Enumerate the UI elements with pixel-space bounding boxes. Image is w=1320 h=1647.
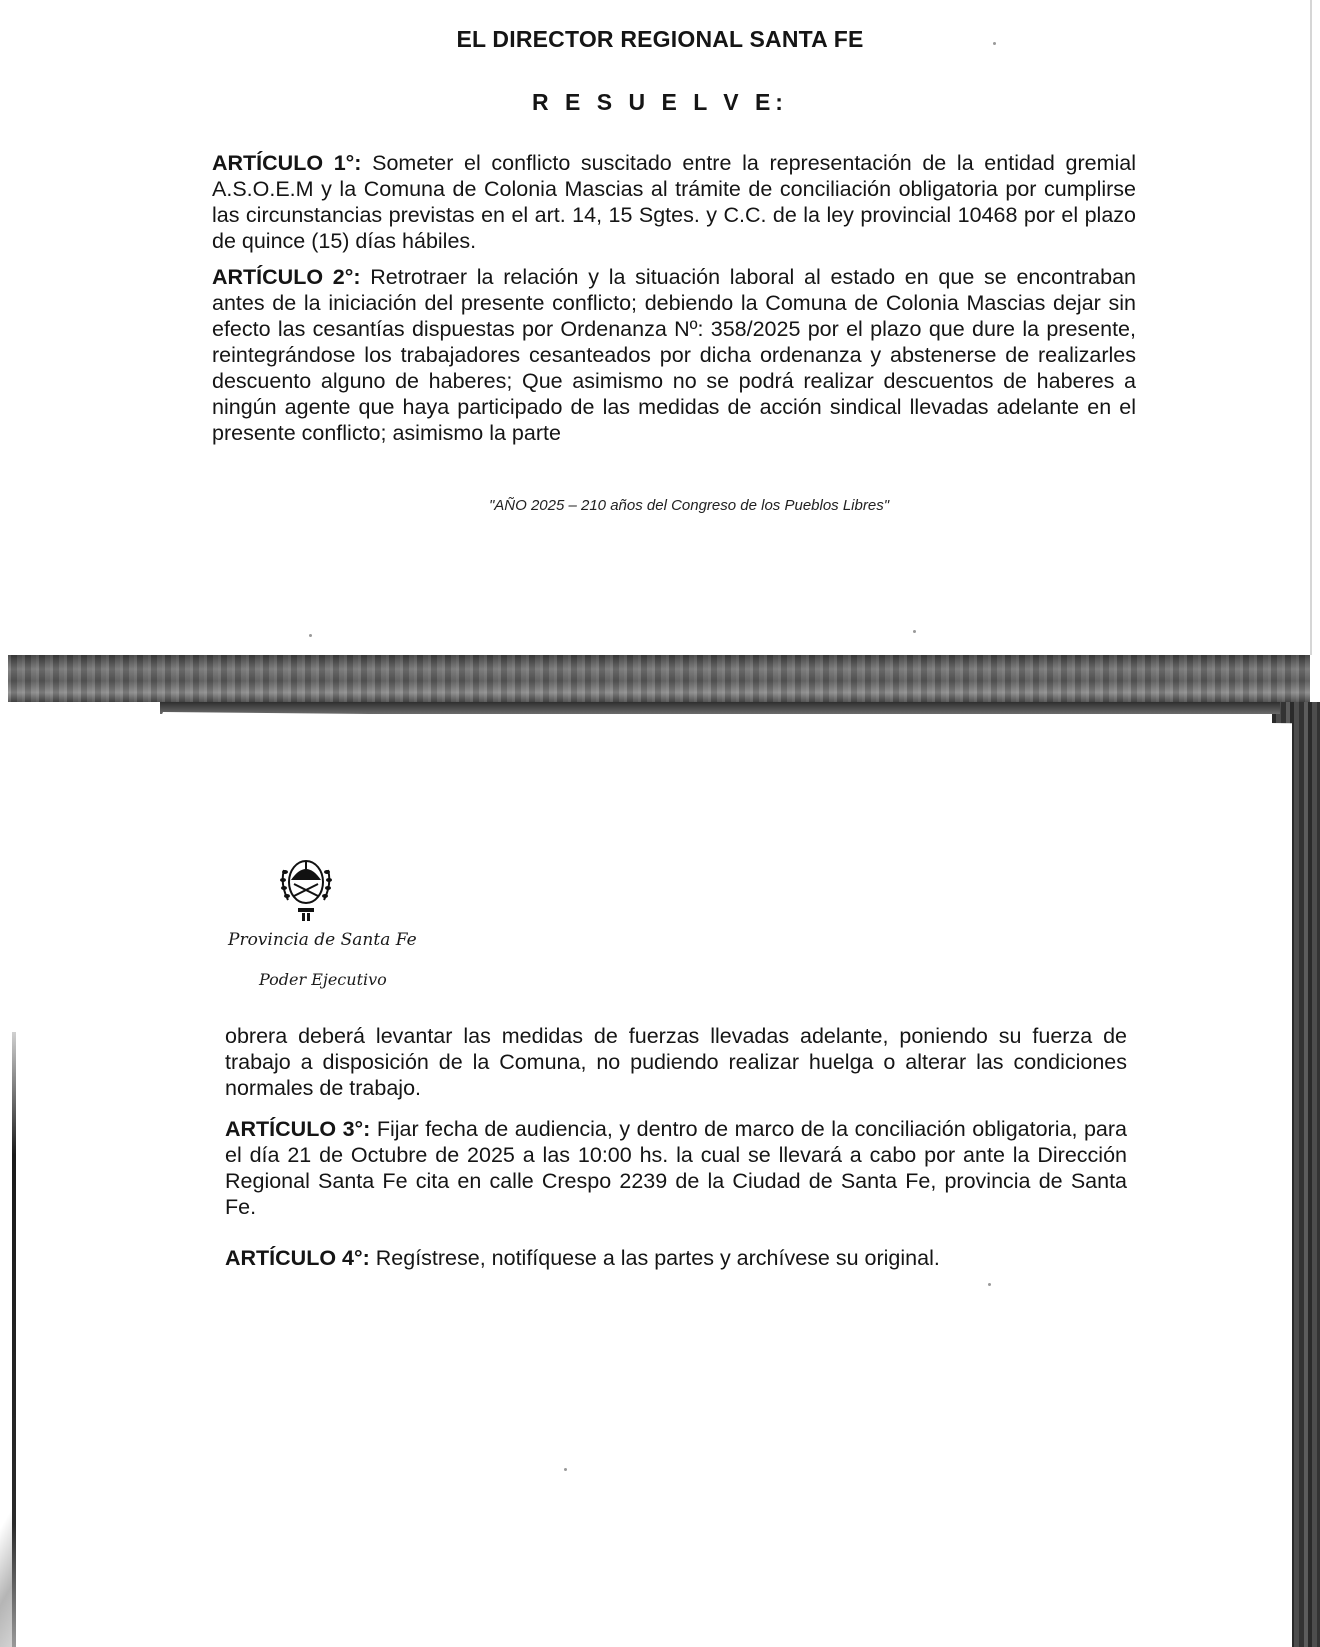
article-1-text: Someter el conflicto suscitado entre la representación de la entidad gremial A.S.O.E.M y la Comuna de Colonia Mascias al trámite de conciliación obligatoria por cumplirse las circunstancias previstas en el art. 14, 15 Sgtes. y C.C. de la ley provincial 10468 por el plazo de quince (15) días hábiles. (212, 151, 1136, 253)
article-1-label: ARTÍCULO 1°: (212, 151, 362, 175)
article-2-continuation: obrera deberá levantar las medidas de fuerzas llevadas adelante, poniendo su fuerza de trabajo a disposición de la Comuna, no pudiendo realizar huelga o alterar las condiciones normales de trabajo. (225, 1024, 1127, 1100)
article-4 (225, 1245, 1127, 1271)
resolves-heading: R E S U E L V E: (532, 89, 788, 115)
paper-speck (988, 1283, 991, 1286)
provincial-coat-of-arms-icon (276, 852, 336, 924)
table-top-band (160, 702, 1280, 714)
executive-letterhead: Poder Ejecutivo (259, 970, 387, 989)
paper-speck (993, 42, 996, 45)
article-4-text: Regístrese, notifíquese a las partes y archívese su original. (375, 1246, 940, 1270)
article-1 (212, 150, 1136, 254)
article-3 (225, 1116, 1127, 1220)
province-letterhead: Provincia de Santa Fe (228, 930, 417, 950)
paper-speck (913, 630, 916, 633)
paper-speck (564, 1468, 567, 1471)
article-3-text: Fijar fecha de audiencia, y dentro de marco de la conciliación obligatoria, para el día 21 de Octubre de 2025 a las 10:00 hs. la cual se llevará a cabo por ante la Dirección Regional Santa Fe cita en calle Crespo 2239 de la Ciudad de Santa Fe, provincia de Santa Fe. (225, 1117, 1127, 1219)
director-title: EL DIRECTOR REGIONAL SANTA FE (456, 26, 864, 52)
article-3-label: ARTÍCULO 3°: (225, 1117, 371, 1141)
article-2-label: ARTÍCULO 2°: (212, 265, 361, 289)
year-motto: "AÑO 2025 – 210 años del Congreso de los Pueblos Libres" (488, 497, 890, 514)
paper-speck (309, 634, 312, 637)
table-surface-strip (8, 655, 1310, 702)
article-4-label: ARTÍCULO 4°: (225, 1246, 370, 1270)
article-2-text: Retrotraer la relación y la situación laboral al estado en que se encontraban antes de la iniciación del presente conflicto; debiendo la Comuna de Colonia Mascias dejar sin efecto las cesantías dispuestas por Ordenanza Nº: 358/2025 por el plazo que dure la presente, reintegrándose los trabajadores cesanteados por dicha ordenanza y abstenerse de realizarles descuento alguno de haberes; Que asimismo no se podrá realizar descuentos de haberes a ningún agente que haya participado de las medidas de acción sindical llevadas adelante en el presente conflicto; asimismo la parte (212, 265, 1136, 445)
paper-edge-line (12, 1032, 16, 1647)
article-2 (212, 264, 1136, 446)
